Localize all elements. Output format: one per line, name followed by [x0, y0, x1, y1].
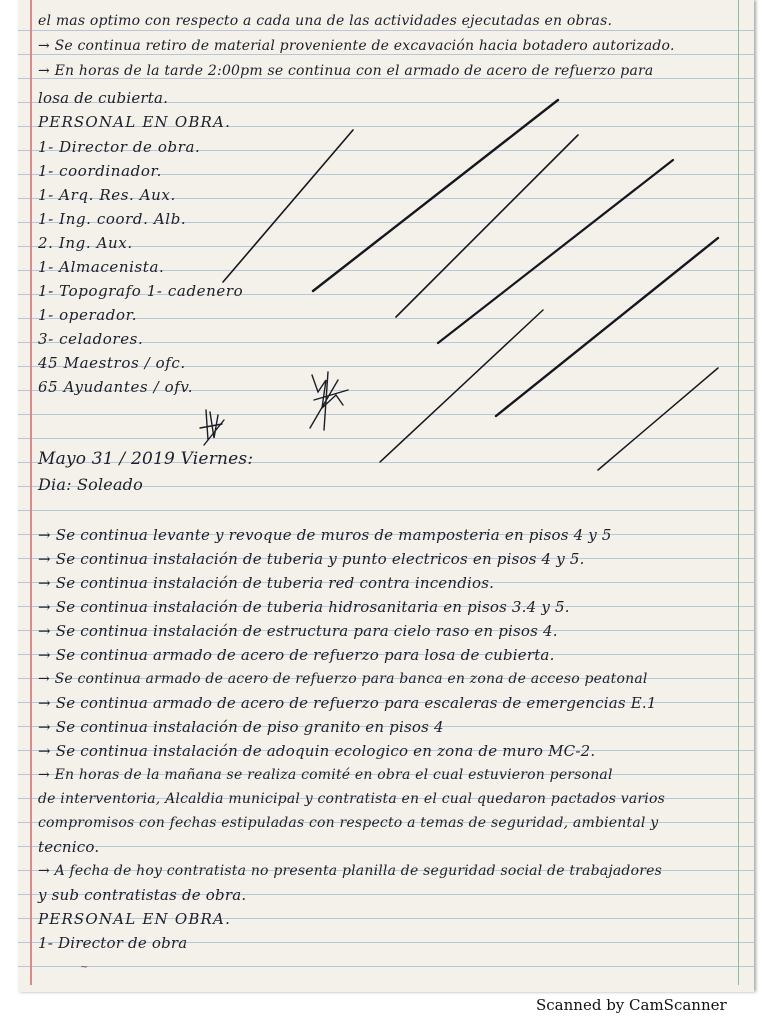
staff-item: 1- Arq. Res. Aux. [38, 186, 176, 204]
staff-item: 65 Ayudantes / ofv. [38, 378, 194, 396]
staff-heading-2: PERSONAL EN OBRA. [38, 910, 232, 928]
entry-1-line-1: el mas optimo con respecto a cada una de las actividades ejecutadas en obras. [38, 13, 613, 29]
entry-2-line: → Se continua armado de acero de refuerzo para losa de cubierta. [38, 646, 555, 664]
staff-heading-1: PERSONAL EN OBRA. [38, 113, 232, 131]
entry-2-line: → Se continua instalación de tuberia red contra incendios. [38, 574, 495, 592]
entry-2-line: → Se continua armado de acero de refuerzo para banca en zona de acceso peatonal [38, 671, 648, 687]
staff-item: 1- operador. [38, 306, 138, 324]
scanner-credit: Scanned by CamScanner [536, 996, 727, 1014]
staff-item: 1- Ing. coord. Alb. [38, 210, 187, 228]
corner-mark: ~ [80, 962, 89, 973]
entry-2-line: → A fecha de hoy contratista no presenta planilla de seguridad social de trabajadores [38, 863, 662, 879]
entry-2-line: → Se continua instalación de piso granito en pisos 4 [38, 718, 444, 736]
notebook-page [18, 0, 754, 992]
entry-2-line: de interventoria, Alcaldia municipal y contratista en el cual quedaron pactados varios [38, 791, 665, 807]
entry-2-line: tecnico. [38, 838, 100, 856]
entry-2-line: 1- Director de obra [38, 934, 188, 952]
staff-item: 1- Director de obra. [38, 138, 201, 156]
entry-1-line-3: → En horas de la tarde 2:00pm se continua con el armado de acero de refuerzo para [38, 63, 654, 79]
entry-2-line: → Se continua instalación de estructura para cielo raso en pisos 4. [38, 622, 558, 640]
entry-1-line-4: losa de cubierta. [38, 89, 169, 107]
entry-2-line: → Se continua armado de acero de refuerzo para escaleras de emergencias E.1 [38, 694, 657, 712]
entry-1-line-2: → Se continua retiro de material proveniente de excavación hacia botadero autorizado. [38, 38, 675, 54]
entry-2-line: → Se continua instalación de tuberia hidrosanitaria en pisos 3.4 y 5. [38, 598, 570, 616]
entry-2-line: compromisos con fechas estipuladas con respecto a temas de seguridad, ambiental y [38, 815, 659, 831]
staff-item: 2. Ing. Aux. [38, 234, 133, 252]
signature-mark [200, 410, 224, 445]
entry-2-line: → Se continua instalación de tuberia y punto electricos en pisos 4 y 5. [38, 550, 585, 568]
staff-item: 3- celadores. [38, 330, 144, 348]
staff-item: 1- Almacenista. [38, 258, 165, 276]
signature-mark [310, 372, 348, 430]
entry-weather: Dia: Soleado [38, 475, 143, 494]
staff-item: 1- coordinador. [38, 162, 162, 180]
entry-date: Mayo 31 / 2019 Viernes: [38, 449, 254, 469]
staff-item: 1- Topografo 1- cadenero [38, 282, 244, 300]
staff-item: 45 Maestros / ofc. [38, 354, 186, 372]
entry-2-line: → Se continua levante y revoque de muros de mamposteria en pisos 4 y 5 [38, 526, 612, 544]
entry-2-line: → En horas de la mañana se realiza comité en obra el cual estuvieron personal [38, 767, 613, 783]
entry-2-line: y sub contratistas de obra. [38, 886, 247, 904]
entry-2-line: → Se continua instalación de adoquin ecologico en zona de muro MC-2. [38, 742, 596, 760]
signature-marks [18, 0, 754, 992]
